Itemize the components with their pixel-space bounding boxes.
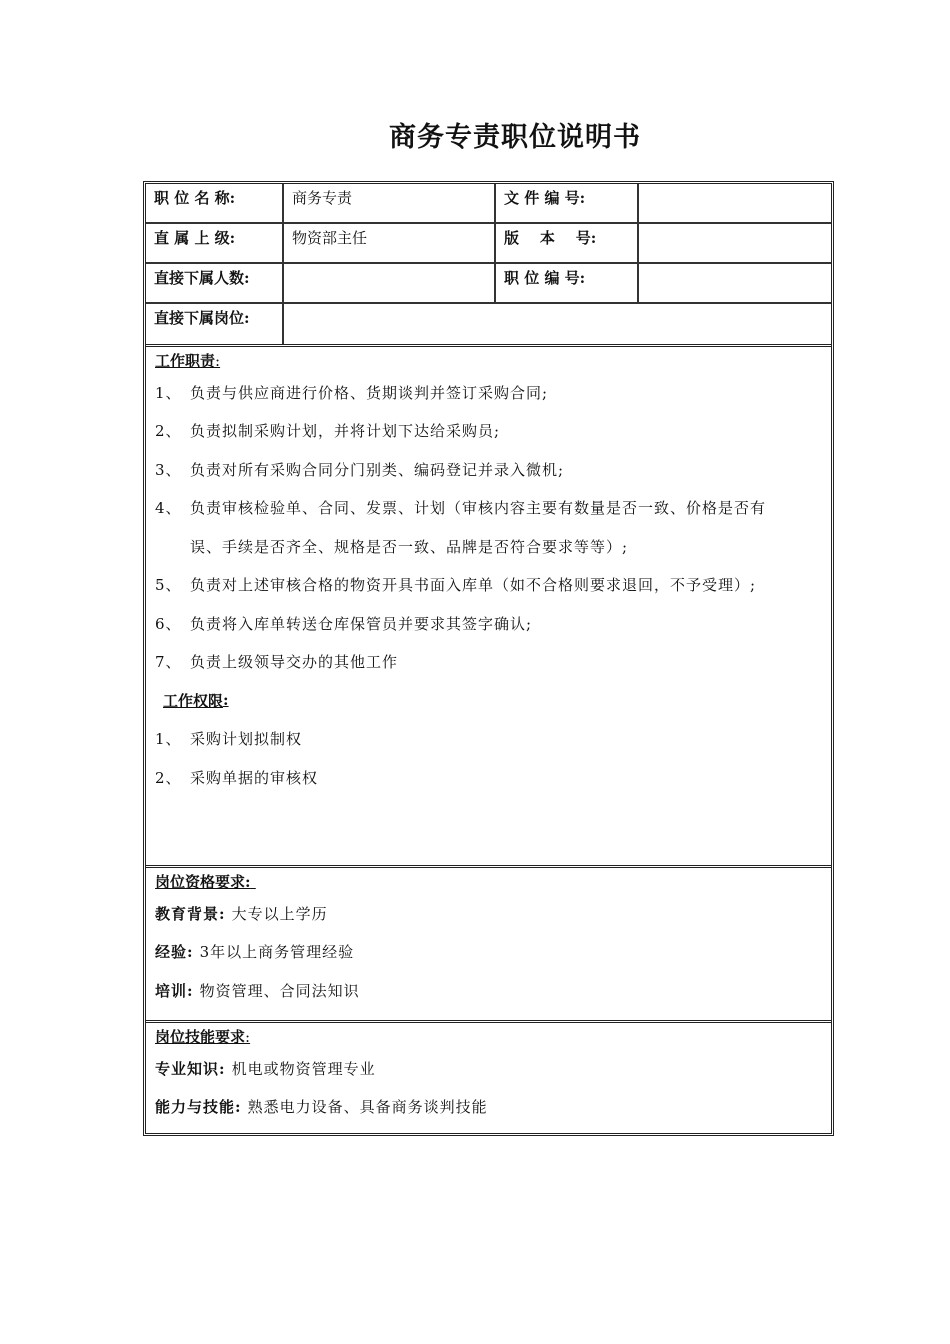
list-item: 7、 负责上级领导交办的其他工作 — [155, 653, 399, 672]
version-value — [639, 224, 831, 262]
version-label: 版 本 号: — [496, 224, 639, 262]
document-number-value — [639, 184, 831, 222]
list-item: 5、 负责对上述审核合格的物资开具书面入库单（如不合格则要求退回，不予受理）; — [155, 576, 757, 595]
header-row-2 — [146, 224, 831, 264]
subordinate-positions-value — [284, 304, 831, 344]
list-item: 1、 采购计划拟制权 — [155, 730, 303, 749]
qualifications-section — [146, 865, 831, 1020]
subordinate-count-label: 直接下属人数: — [146, 264, 284, 302]
job-description-table — [143, 181, 834, 1136]
header-row-1 — [146, 184, 831, 224]
skills-section — [146, 1020, 831, 1133]
header-row-4 — [146, 304, 831, 344]
authority-heading: 工作权限 : — [163, 691, 229, 710]
list-item: 2、 负责拟制采购计划，并将计划下达给采购员; — [155, 422, 501, 441]
knowledge-row: 专业知识: 机电或物资管理专业 — [155, 1059, 376, 1078]
position-number-value — [639, 264, 831, 302]
duties-heading: 工作职责: — [155, 352, 221, 370]
training-row: 培训: 物资管理、合同法知识 — [155, 981, 360, 1000]
position-number-label: 职 位 编 号: — [496, 264, 639, 302]
list-item: 2、 采购单据的审核权 — [155, 768, 319, 787]
ability-row: 能力与技能: 熟悉电力设备、具备商务谈判技能 — [155, 1098, 488, 1117]
position-name-value: 商务专责 — [284, 184, 496, 222]
skills-heading: 岗位技能要求: — [155, 1028, 251, 1046]
list-item: 1、 负责与供应商进行价格、货期谈判并签订采购合同; — [155, 383, 549, 402]
position-name-label: 职 位 名 称: — [146, 184, 284, 222]
subordinate-count-value — [284, 264, 496, 302]
subordinate-positions-label: 直接下属岗位: — [146, 304, 284, 344]
header-row-3 — [146, 264, 831, 304]
qualifications-heading: 岗位资格要求: — [155, 873, 251, 891]
list-item: 4、 负责审核检验单、合同、发票、计划（审核内容主要有数量是否一致、价格是否有 — [155, 499, 767, 518]
duties-section — [146, 344, 831, 865]
experience-row: 经验: 3年以上商务管理经验 — [155, 943, 355, 962]
list-item: 3、 负责对所有采购合同分门别类、编码登记并录入微机; — [155, 460, 565, 479]
page-title: 商务专责职位说明书 — [389, 122, 641, 153]
education-row: 教育背景: 大专以上学历 — [155, 904, 328, 923]
list-item: 6、 负责将入库单转送仓库保管员并要求其签字确认; — [155, 614, 533, 633]
direct-superior-value: 物资部主任 — [284, 224, 496, 262]
document-number-label: 文 件 编 号: — [496, 184, 639, 222]
list-item-continuation: 误、手续是否齐全、规格是否一致、品牌是否符合要求等等）; — [190, 537, 629, 556]
direct-superior-label: 直 属 上 级: — [146, 224, 284, 262]
